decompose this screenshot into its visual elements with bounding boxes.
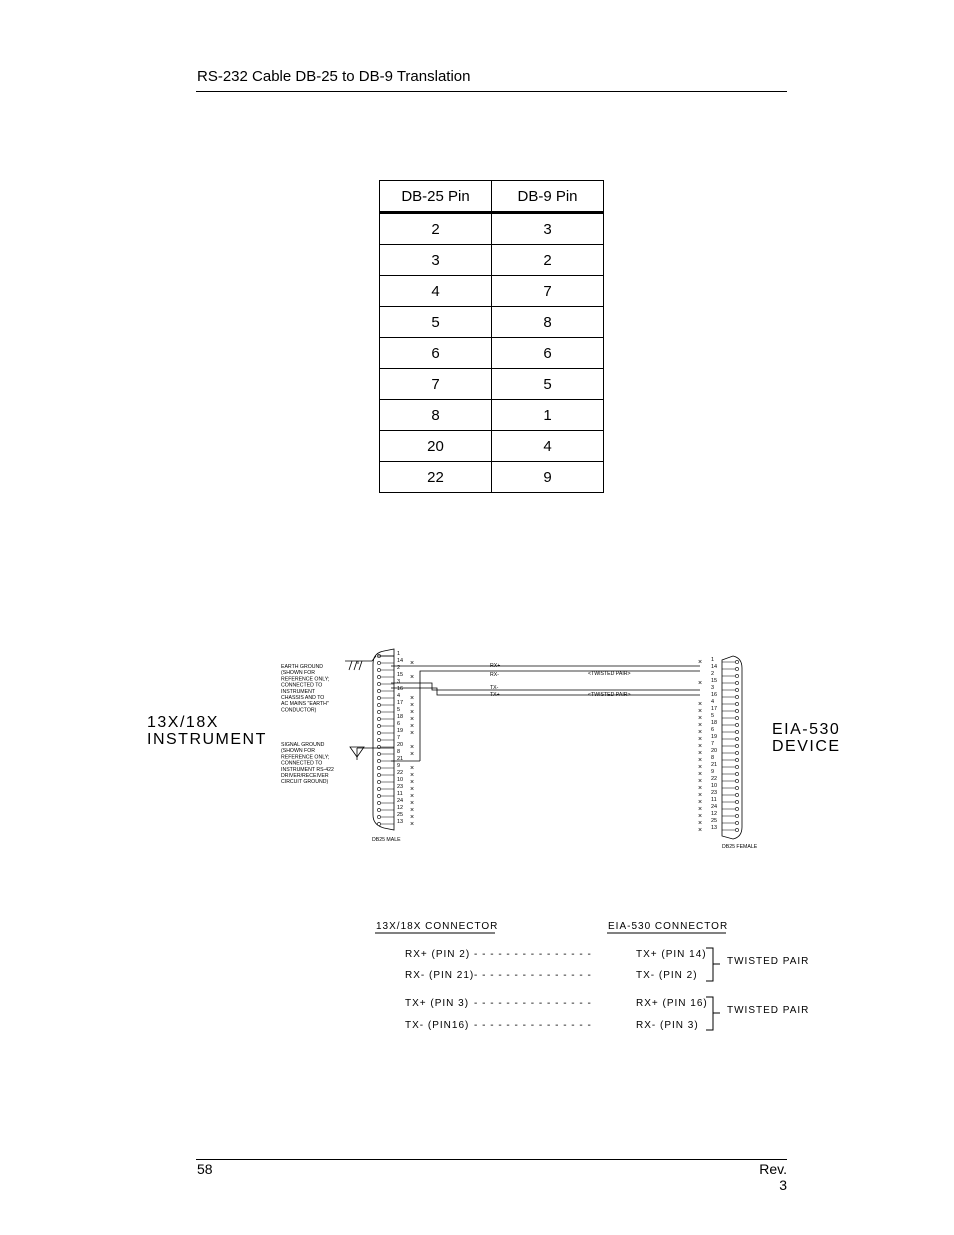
male-pin-number: 8 <box>397 749 401 755</box>
db25-pin-cell: 5 <box>380 307 492 338</box>
male-unused-pin-mark: × <box>410 821 415 828</box>
male-pin-number: 23 <box>397 784 404 790</box>
female-pin-number: 8 <box>711 755 715 761</box>
female-unused-pin-mark: × <box>698 785 703 792</box>
male-pin-number: 22 <box>397 770 404 776</box>
female-pin-number: 12 <box>711 811 718 817</box>
signal-ground-note-line: DRIVER/RECEIVER <box>281 773 329 779</box>
db9-pin-cell: 7 <box>492 276 604 307</box>
db9-pin-cell: 8 <box>492 307 604 338</box>
female-pin-number: 4 <box>711 699 715 705</box>
female-pin-number: 17 <box>711 706 718 712</box>
male-pin-contact <box>377 773 380 776</box>
female-unused-pin-mark: × <box>698 792 703 799</box>
male-pin-number: 9 <box>397 763 401 769</box>
db9-pin-cell: 9 <box>492 462 604 493</box>
female-unused-pin-mark: × <box>698 757 703 764</box>
wire-label-tx-minus: TX- <box>490 685 499 691</box>
db9-pin-cell: 5 <box>492 369 604 400</box>
female-pin-contact <box>735 716 738 719</box>
db9-pin-cell: 6 <box>492 338 604 369</box>
male-unused-pin-mark: × <box>410 716 415 723</box>
female-pin-contact <box>735 800 738 803</box>
male-pin-contact <box>377 780 380 783</box>
twisted-pair-bracket-1 <box>706 948 713 981</box>
earth-ground-note-line: AC MAINS "EARTH" <box>281 701 329 708</box>
db25-male-label: DB25 MALE <box>372 837 401 843</box>
db25-pin-cell: 8 <box>380 400 492 431</box>
male-unused-pin-mark: × <box>410 674 415 681</box>
female-pin-number: 10 <box>711 783 718 789</box>
female-pin-contact <box>735 709 738 712</box>
twisted-pair-label-1: TWISTED PAIR <box>727 956 810 967</box>
male-unused-pin-mark: × <box>410 660 415 667</box>
db25-pin-cell: 3 <box>380 245 492 276</box>
earth-ground-note-line: CHASSIS AND TO <box>281 695 325 701</box>
column-header-db9: DB-9 Pin <box>492 181 604 213</box>
connector-map-row <box>405 1020 699 1031</box>
female-pin-number: 9 <box>711 769 715 775</box>
page-number: 58 <box>197 1161 213 1177</box>
male-pin-number: 7 <box>397 735 401 741</box>
male-pin-contact <box>377 815 380 818</box>
connector-map-row <box>405 949 707 960</box>
column-header-db25: DB-25 Pin <box>380 181 492 213</box>
female-pin-contact <box>735 779 738 782</box>
twisted-pair-tag-1: <TWISTED PAIR> <box>588 671 631 677</box>
male-pin-number: 15 <box>397 672 404 678</box>
male-pin-contact <box>377 759 380 762</box>
db25-pin-cell: 20 <box>380 431 492 462</box>
device-label-line2: DEVICE <box>772 738 841 755</box>
earth-ground-note <box>281 664 329 713</box>
db25-pin-cell: 2 <box>380 213 492 245</box>
male-pin-contact <box>377 675 380 678</box>
male-pin-number: 24 <box>397 798 404 804</box>
male-unused-pin-mark: × <box>410 786 415 793</box>
male-pin-contact <box>377 766 380 769</box>
wire-tx-plus <box>391 688 700 695</box>
female-pin-contact <box>735 758 738 761</box>
female-pin-contact <box>735 828 738 831</box>
male-pin-contact <box>377 661 380 664</box>
wire-label-rx-minus: RX- <box>490 672 499 678</box>
male-pin-contact <box>377 794 380 797</box>
row-dashes: - - - - - - - - - - - - - - - <box>474 998 592 1009</box>
row-right-text: RX+ (PIN 16) <box>636 998 708 1009</box>
wires <box>376 656 703 761</box>
earth-ground-note-line: EARTH GROUND <box>281 664 323 670</box>
female-pin-number: 6 <box>711 727 715 733</box>
male-pin-number: 4 <box>397 693 401 699</box>
male-pin-contact <box>377 822 380 825</box>
female-pin-contact <box>735 674 738 677</box>
male-pin-number: 18 <box>397 714 404 720</box>
male-pin-number: 21 <box>397 756 404 762</box>
row-dashes: - - - - - - - - - - - - - - - <box>474 970 592 981</box>
female-pin-contact <box>735 793 738 796</box>
signal-ground-note-line: SIGNAL GROUND <box>281 742 325 748</box>
female-pin-contact <box>735 695 738 698</box>
male-unused-pin-mark: × <box>410 814 415 821</box>
row-left-text: RX+ (PIN 2) <box>405 949 471 960</box>
db25-pin-cell: 6 <box>380 338 492 369</box>
female-pin-contact <box>735 807 738 810</box>
female-pin-contact <box>735 744 738 747</box>
female-pin-number: 2 <box>711 671 715 677</box>
female-unused-pin-mark: × <box>698 708 703 715</box>
wire-label-tx-plus: TX+ <box>490 692 500 698</box>
female-unused-pin-mark: × <box>698 813 703 820</box>
db9-pin-cell: 1 <box>492 400 604 431</box>
male-unused-pin-mark: × <box>410 744 415 751</box>
female-unused-pin-mark: × <box>698 778 703 785</box>
connector-header-right: EIA-530 CONNECTOR <box>608 921 729 932</box>
male-pin-contact <box>377 738 380 741</box>
female-unused-pin-mark: × <box>698 820 703 827</box>
device-label-line1: EIA-530 <box>772 721 841 738</box>
footer-rule <box>196 1159 787 1160</box>
male-pin-contact <box>377 717 380 720</box>
female-pin-number: 11 <box>711 797 717 803</box>
wire-rx-minus <box>420 671 703 761</box>
earth-ground-note-line: INSTRUMENT <box>281 688 316 695</box>
female-pin-number: 18 <box>711 720 718 726</box>
male-unused-pin-mark: × <box>410 793 415 800</box>
female-unused-pin-mark: × <box>698 715 703 722</box>
male-pin-number: 11 <box>397 791 403 797</box>
male-pin-contact <box>377 808 380 811</box>
female-unused-pin-mark: × <box>698 827 703 834</box>
row-right-text: TX- (PIN 2) <box>636 970 698 981</box>
female-pin-number: 13 <box>711 825 718 831</box>
male-unused-pin-mark: × <box>410 695 415 702</box>
male-pin-contact <box>377 710 380 713</box>
male-unused-pin-mark: × <box>410 723 415 730</box>
connector-map-row <box>405 998 708 1009</box>
page-header-title: RS-232 Cable DB-25 to DB-9 Translation <box>197 68 471 85</box>
male-pin-contact <box>377 703 380 706</box>
male-unused-pin-mark: × <box>410 702 415 709</box>
female-pin-contact <box>735 681 738 684</box>
male-pin-contact <box>377 689 380 692</box>
connector-map-row <box>405 970 698 981</box>
female-pin-number: 19 <box>711 734 718 740</box>
row-right-text: TX+ (PIN 14) <box>636 949 707 960</box>
female-pin-number: 21 <box>711 762 718 768</box>
instrument-label-line1: 13X/18X <box>147 714 219 731</box>
female-pin-number: 23 <box>711 790 718 796</box>
signal-ground-note-line: INSTRUMENT RS-422 <box>281 766 334 773</box>
female-unused-pin-mark: × <box>698 736 703 743</box>
male-pin-contact <box>377 801 380 804</box>
female-pin-contact <box>735 751 738 754</box>
male-pin-number: 2 <box>397 665 401 671</box>
earth-ground-note-line: (SHOWN FOR <box>281 670 316 677</box>
male-unused-pin-mark: × <box>410 765 415 772</box>
earth-ground-note-line: CONNECTED TO <box>281 682 323 689</box>
db25-pin-cell: 22 <box>380 462 492 493</box>
female-unused-pin-mark: × <box>698 750 703 757</box>
row-left-text: RX- (PIN 21) <box>405 970 475 981</box>
female-pin-contact <box>735 765 738 768</box>
row-dashes: - - - - - - - - - - - - - - - <box>474 1020 592 1031</box>
signal-ground-note <box>281 742 334 785</box>
female-unused-pin-mark: × <box>698 806 703 813</box>
signal-ground-note-line: CIRCUIT GROUND) <box>281 779 329 786</box>
male-unused-pin-mark: × <box>410 779 415 786</box>
db25-pin-cell: 4 <box>380 276 492 307</box>
connector-header-left: 13X/18X CONNECTOR <box>376 921 499 932</box>
row-left-text: TX+ (PIN 3) <box>405 998 470 1009</box>
earth-ground-note-line: CONDUCTOR) <box>281 707 317 714</box>
female-pin-contact <box>735 814 738 817</box>
male-unused-pin-mark: × <box>410 751 415 758</box>
male-pin-contact <box>377 731 380 734</box>
female-pin-contact <box>735 772 738 775</box>
female-pin-number: 15 <box>711 678 718 684</box>
female-pin-contact <box>735 786 738 789</box>
female-pin-number: 7 <box>711 741 715 747</box>
male-pin-contact <box>377 787 380 790</box>
db9-pin-cell: 4 <box>492 431 604 462</box>
signal-ground-note-line: REFERENCE ONLY; <box>281 754 330 761</box>
male-pin-number: 10 <box>397 777 404 783</box>
male-pin-number: 17 <box>397 700 404 706</box>
row-left-text: TX- (PIN16) <box>405 1020 470 1031</box>
wire-label-rx-plus: RX+ <box>490 663 501 669</box>
male-pin-number: 25 <box>397 812 404 818</box>
female-unused-pin-mark: × <box>698 729 703 736</box>
male-pin-number: 6 <box>397 721 401 727</box>
earth-ground-icon <box>345 656 376 670</box>
female-pin-contact <box>735 688 738 691</box>
female-unused-pin-mark: × <box>698 659 703 666</box>
female-pin-contact <box>735 667 738 670</box>
signal-ground-note-line: CONNECTED TO <box>281 760 323 767</box>
female-unused-pin-mark: × <box>698 743 703 750</box>
earth-ground-note-line: REFERENCE ONLY; <box>281 676 330 683</box>
female-pin-number: 3 <box>711 685 715 691</box>
male-pin-number: 13 <box>397 819 404 825</box>
male-unused-pin-mark: × <box>410 800 415 807</box>
female-unused-pin-mark: × <box>698 680 703 687</box>
male-pin-number: 19 <box>397 728 404 734</box>
female-unused-pin-mark: × <box>698 764 703 771</box>
female-pin-contact <box>735 723 738 726</box>
female-unused-pin-mark: × <box>698 799 703 806</box>
male-pin-number: 16 <box>397 686 404 692</box>
female-pin-contact <box>735 702 738 705</box>
female-pin-number: 5 <box>711 713 715 719</box>
female-pin-number: 25 <box>711 818 718 824</box>
female-pin-contact <box>735 821 738 824</box>
male-unused-pin-mark: × <box>410 807 415 814</box>
db25-female-shell <box>722 656 742 839</box>
female-pin-contact <box>735 660 738 663</box>
male-unused-pin-mark: × <box>410 772 415 779</box>
male-pin-number: 14 <box>397 658 404 664</box>
db25-pin-cell: 7 <box>380 369 492 400</box>
male-pin-contact <box>377 696 380 699</box>
male-pin-number: 20 <box>397 742 404 748</box>
female-unused-pin-mark: × <box>698 701 703 708</box>
female-pin-contact <box>735 730 738 733</box>
twisted-pair-tag-2: <TWISTED PAIR> <box>588 692 631 698</box>
male-pin-contact <box>377 668 380 671</box>
female-pin-number: 16 <box>711 692 718 698</box>
twisted-pair-label-2: TWISTED PAIR <box>727 1005 810 1016</box>
male-pin-contact <box>377 682 380 685</box>
female-pin-number: 1 <box>711 657 715 663</box>
male-pin-contact <box>377 752 380 755</box>
row-dashes: - - - - - - - - - - - - - - - <box>474 949 592 960</box>
female-pin-number: 14 <box>711 664 718 670</box>
male-unused-pin-mark: × <box>410 730 415 737</box>
instrument-label-line2: INSTRUMENT <box>147 731 267 748</box>
female-unused-pin-mark: × <box>698 771 703 778</box>
male-pin-number: 5 <box>397 707 401 713</box>
db25-female-label: DB25 FEMALE <box>722 844 758 850</box>
row-right-text: RX- (PIN 3) <box>636 1020 699 1031</box>
signal-ground-note-line: (SHOWN FOR <box>281 748 316 755</box>
db9-pin-cell: 3 <box>492 213 604 245</box>
revision-label: Rev. 3 <box>759 1161 787 1193</box>
female-pin-number: 22 <box>711 776 718 782</box>
female-pin-number: 20 <box>711 748 718 754</box>
female-unused-pin-mark: × <box>698 722 703 729</box>
female-pin-number: 24 <box>711 804 718 810</box>
male-pin-contact <box>377 724 380 727</box>
signal-ground-icon <box>350 747 376 760</box>
male-pin-number: 12 <box>397 805 404 811</box>
female-pin-contact <box>735 737 738 740</box>
male-unused-pin-mark: × <box>410 709 415 716</box>
db9-pin-cell: 2 <box>492 245 604 276</box>
male-pin-number: 3 <box>397 679 401 685</box>
male-pin-number: 1 <box>397 651 401 657</box>
